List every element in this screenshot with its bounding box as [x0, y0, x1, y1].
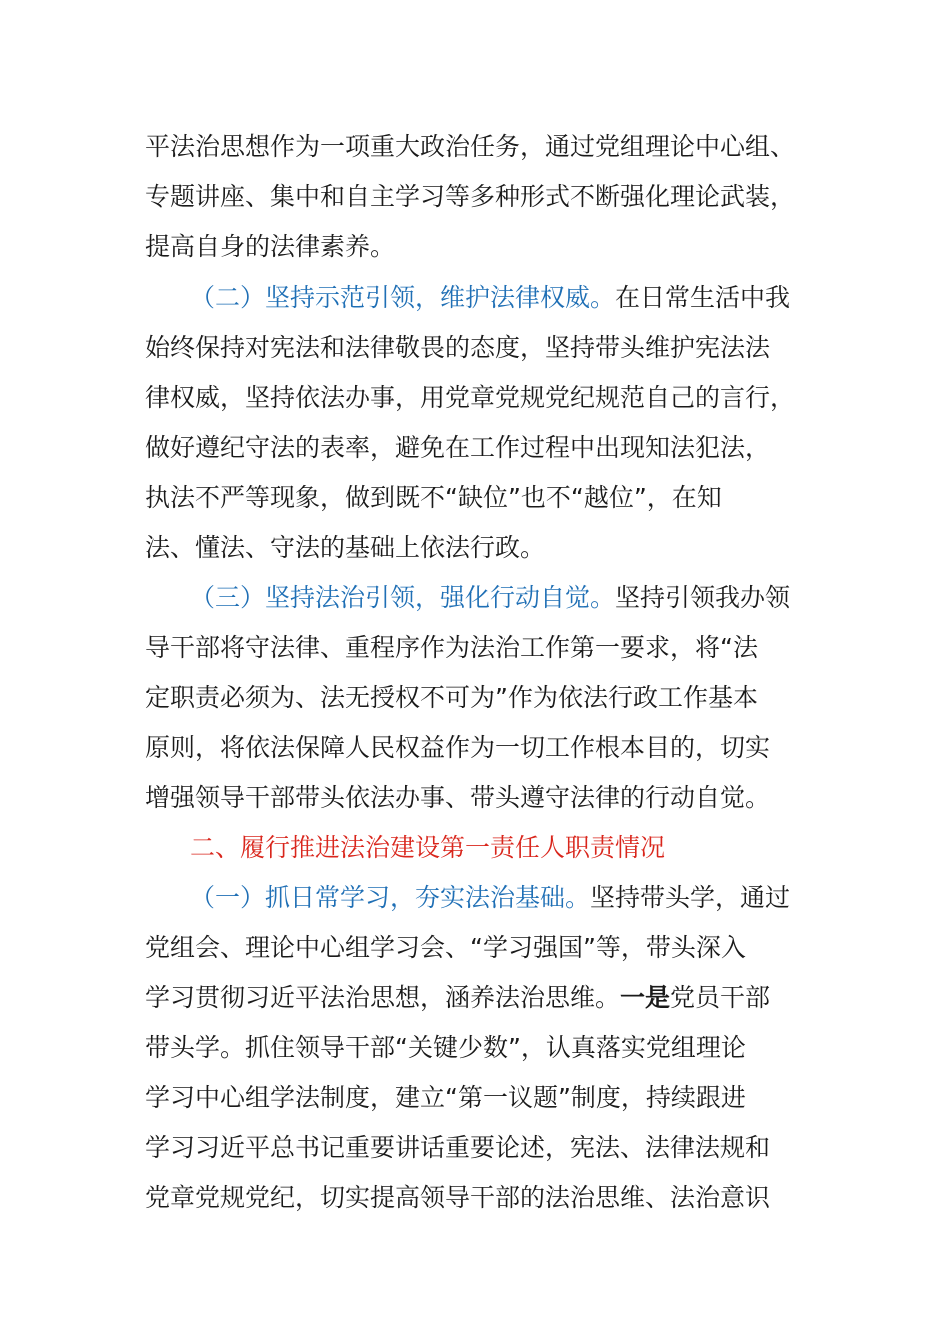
- body-text: 律权威，坚持依法办事，用党章党规党纪规范自己的言行，: [145, 383, 796, 412]
- paragraph-line: [190, 573, 790, 623]
- body-line: [145, 473, 722, 523]
- body-line: [145, 1173, 770, 1223]
- body-line: [145, 723, 770, 773]
- body-line: [145, 923, 746, 973]
- body-text: 学习贯彻习近平法治思想，涵养法治思维。: [145, 983, 621, 1012]
- body-text: 坚持引领我办领: [615, 583, 791, 612]
- subsection-heading: （二）坚持示范引领，维护法律权威。: [190, 283, 616, 312]
- body-text: 党章党规党纪，切实提高领导干部的法治思维、法治意识: [145, 1183, 771, 1212]
- body-line: [145, 523, 545, 573]
- body-text: 定职责必须为、法无授权不可为”作为依法行政工作基本: [145, 683, 758, 712]
- body-line: [145, 1123, 770, 1173]
- body-text: 始终保持对宪法和法律敬畏的态度，坚持带头维护宪法法: [145, 333, 771, 362]
- subsection-heading: （一）抓日常学习，夯实法治基础。: [190, 883, 591, 912]
- section-heading-line: [190, 823, 665, 873]
- body-line: [145, 773, 770, 823]
- paragraph-line: [190, 873, 790, 923]
- body-text: 原则，将依法保障人民权益作为一切工作根本目的，切实: [145, 733, 771, 762]
- emphasis-text: 一是: [620, 983, 671, 1012]
- body-text: 学习习近平总书记重要讲话重要论述，宪法、法律法规和: [145, 1133, 771, 1162]
- body-text: 在日常生活中我: [615, 283, 791, 312]
- body-text: 党员干部: [670, 983, 771, 1012]
- body-line: [145, 1073, 746, 1123]
- body-line: [145, 973, 770, 1023]
- body-text: 增强领导干部带头依法办事、带头遵守法律的行动自觉。: [145, 783, 771, 812]
- body-line: [145, 623, 758, 673]
- body-text: 执法不严等现象，做到既不“缺位”也不“越位”，在知: [145, 483, 722, 512]
- body-text: 专题讲座、集中和自主学习等多种形式不断强化理论武装，: [145, 182, 796, 211]
- body-text: 带头学。抓住领导干部“关键少数”，认真落实党组理论: [145, 1033, 746, 1062]
- body-text: 学习中心组学法制度，建立“第一议题”制度，持续跟进: [145, 1083, 746, 1112]
- body-line: [145, 1023, 746, 1073]
- section-heading: 二、履行推进法治建设第一责任人职责情况: [190, 833, 666, 862]
- body-text: 党组会、理论中心组学习会、“学习强国”等，带头深入: [145, 933, 746, 962]
- paragraph-line: [190, 273, 790, 323]
- body-text: 导干部将守法律、重程序作为法治工作第一要求，将“法: [145, 633, 758, 662]
- subsection-heading: （三）坚持法治引领，强化行动自觉。: [190, 583, 616, 612]
- body-line: [145, 373, 795, 423]
- body-line: [145, 673, 758, 723]
- body-text: 提高自身的法律素养。: [145, 232, 396, 261]
- body-line: [145, 323, 770, 373]
- body-text: 做好遵纪守法的表率，避免在工作过程中出现知法犯法，: [145, 433, 771, 462]
- body-line: [145, 222, 395, 272]
- body-line: [145, 122, 795, 172]
- body-text: 坚持带头学，通过: [590, 883, 791, 912]
- body-text: 法、懂法、守法的基础上依法行政。: [145, 533, 546, 562]
- body-line: [145, 423, 770, 473]
- body-text: 平法治思想作为一项重大政治任务，通过党组理论中心组、: [145, 132, 796, 161]
- body-line: [145, 172, 795, 222]
